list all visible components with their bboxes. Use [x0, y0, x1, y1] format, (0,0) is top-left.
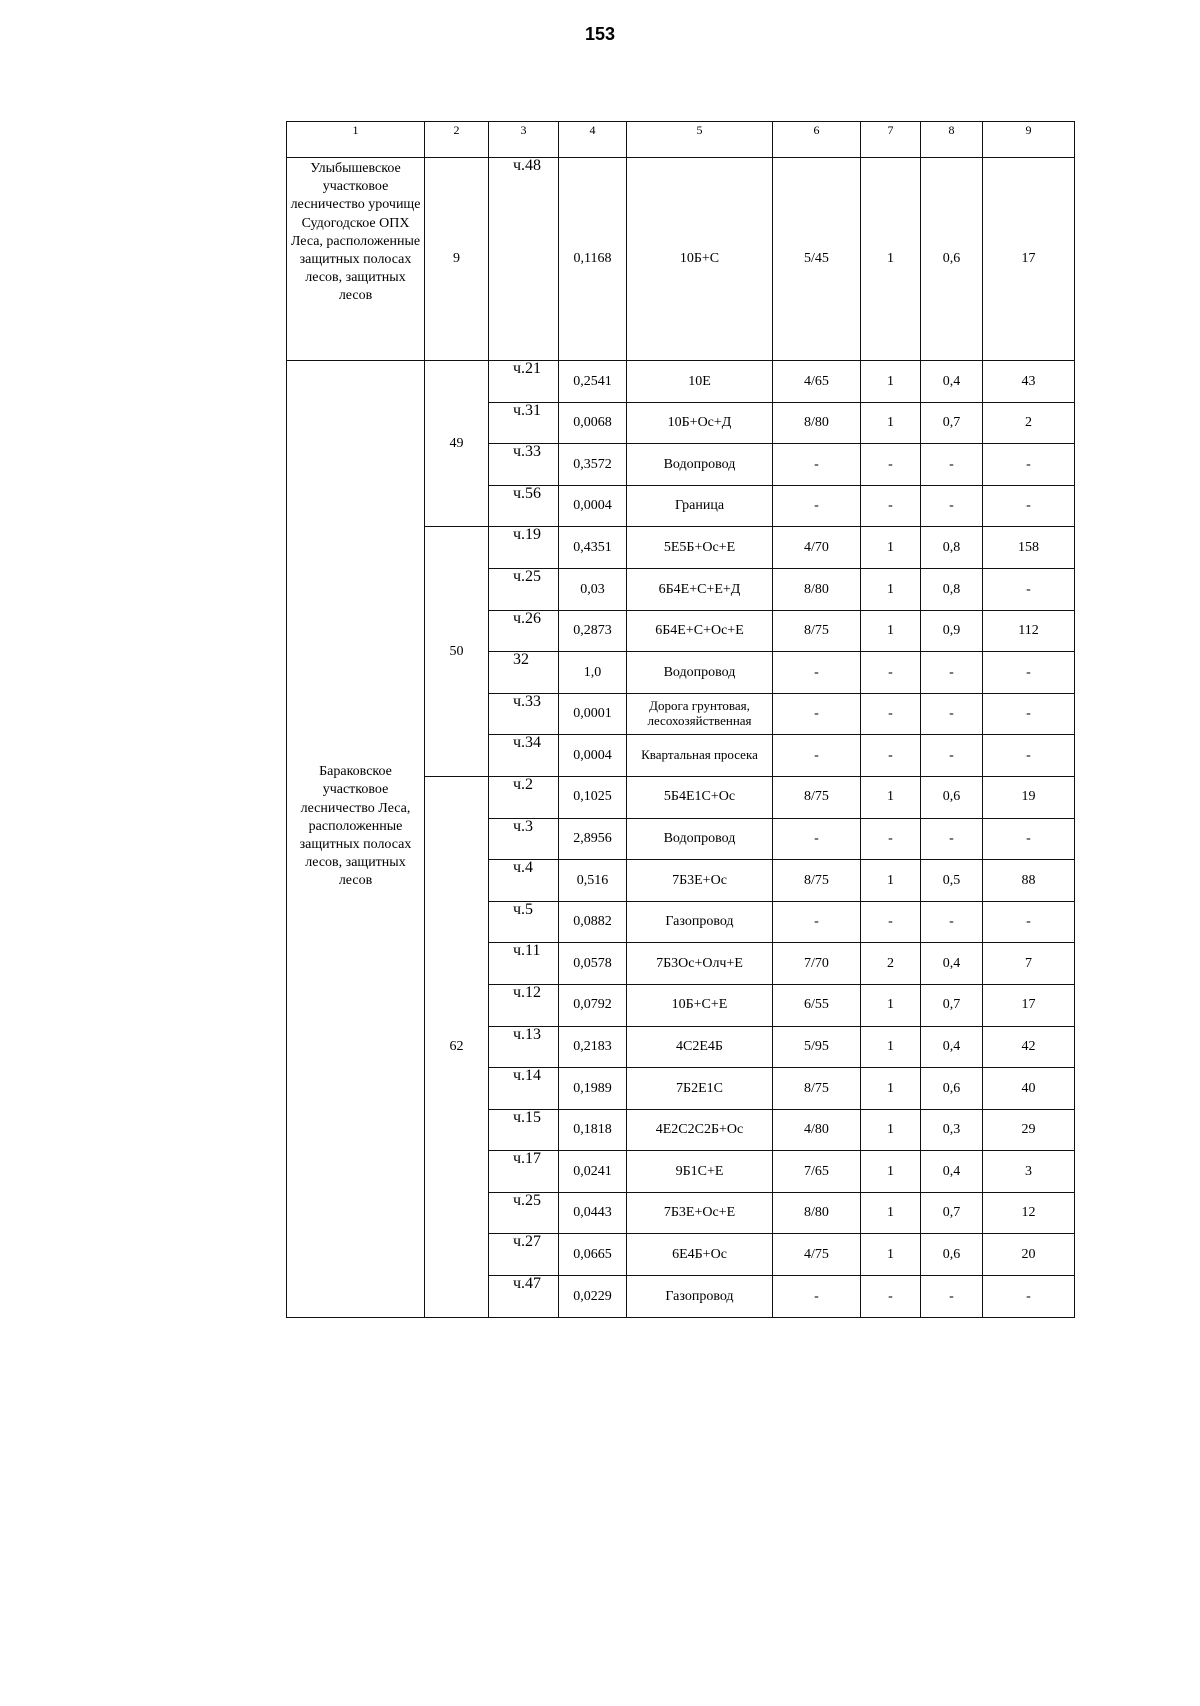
plot-number: [489, 1151, 559, 1193]
column-9-cell: -: [983, 735, 1075, 777]
area-cell: 0,1168: [559, 158, 627, 361]
class-age-cell: 8/75: [773, 860, 861, 902]
class-age-cell: 5/95: [773, 1026, 861, 1068]
forest-plots-table: [286, 121, 1075, 1318]
quarter-number: 50: [425, 527, 489, 777]
column-8-cell: -: [921, 901, 983, 943]
plot-label: ч.26: [513, 610, 542, 627]
district-name: Бараковское участковое лесничество Леса, расположенные защитных полосах лесов, защитных лесов: [287, 361, 425, 1318]
column-9-cell: -: [983, 901, 1075, 943]
area-cell: 0,0001: [559, 693, 627, 735]
plot-label: ч.14: [513, 1067, 542, 1085]
column-9-cell: 17: [983, 984, 1075, 1026]
plot-number: [489, 1026, 559, 1068]
column-9-cell: 43: [983, 361, 1075, 403]
column-7-cell: 1: [861, 361, 921, 403]
plot-number: [489, 818, 559, 860]
area-cell: 0,2541: [559, 361, 627, 403]
class-age-cell: -: [773, 444, 861, 486]
class-age-cell: 8/80: [773, 402, 861, 444]
quarter-number: 62: [425, 776, 489, 1317]
column-8-cell: -: [921, 652, 983, 694]
column-9-cell: 158: [983, 527, 1075, 569]
column-number: 6: [773, 122, 861, 158]
column-8-cell: 0,6: [921, 158, 983, 361]
column-9-cell: 112: [983, 610, 1075, 652]
class-age-cell: -: [773, 818, 861, 860]
area-cell: 0,1025: [559, 776, 627, 818]
class-age-cell: 8/75: [773, 1068, 861, 1110]
column-8-cell: -: [921, 818, 983, 860]
column-8-cell: 0,6: [921, 1234, 983, 1276]
column-8-cell: 0,3: [921, 1109, 983, 1151]
plot-number: [489, 610, 559, 652]
column-number: 8: [921, 122, 983, 158]
plot-number: [489, 568, 559, 610]
area-cell: 0,1818: [559, 1109, 627, 1151]
column-9-cell: 20: [983, 1234, 1075, 1276]
column-9-cell: 7: [983, 943, 1075, 985]
area-cell: 0,0068: [559, 402, 627, 444]
plot-label: ч.11: [513, 942, 541, 960]
plot-label: ч.12: [513, 984, 542, 1001]
class-age-cell: 6/55: [773, 984, 861, 1026]
area-cell: 0,0241: [559, 1151, 627, 1193]
plot-number: [489, 1234, 559, 1276]
column-9-cell: -: [983, 652, 1075, 694]
column-number: 1: [287, 122, 425, 158]
plot-number: [489, 1109, 559, 1151]
column-8-cell: 0,8: [921, 527, 983, 569]
plot-number: [489, 1192, 559, 1234]
composition-cell: 10Е: [627, 361, 773, 403]
plot-number: [489, 735, 559, 777]
plot-number: [489, 527, 559, 569]
composition-cell: Водопровод: [627, 652, 773, 694]
plot-number: [489, 984, 559, 1026]
column-8-cell: 0,4: [921, 1026, 983, 1068]
class-age-cell: 8/80: [773, 1192, 861, 1234]
column-number: 7: [861, 122, 921, 158]
column-7-cell: 1: [861, 1151, 921, 1193]
area-cell: 0,0792: [559, 984, 627, 1026]
composition-cell: 4С2Е4Б: [627, 1026, 773, 1068]
composition-cell: 7Б3Е+Ос: [627, 860, 773, 902]
composition-cell: 10Б+С: [627, 158, 773, 361]
plot-label: 32: [513, 651, 529, 669]
class-age-cell: 8/75: [773, 610, 861, 652]
column-8-cell: 0,7: [921, 402, 983, 444]
column-8-cell: 0,4: [921, 1151, 983, 1193]
plot-number: [489, 361, 559, 403]
column-8-cell: -: [921, 735, 983, 777]
plot-number: [489, 158, 559, 361]
column-7-cell: -: [861, 444, 921, 486]
class-age-cell: 4/65: [773, 361, 861, 403]
composition-cell: 6Е4Б+Ос: [627, 1234, 773, 1276]
composition-cell: 7Б2Е1С: [627, 1068, 773, 1110]
column-9-cell: 3: [983, 1151, 1075, 1193]
area-cell: 1,0: [559, 652, 627, 694]
plot-label: ч.19: [513, 526, 542, 544]
plot-label: ч.17: [513, 1150, 542, 1168]
column-8-cell: 0,6: [921, 776, 983, 818]
plot-label: ч.3: [513, 818, 534, 835]
column-7-cell: -: [861, 818, 921, 860]
column-7-cell: 1: [861, 1192, 921, 1234]
composition-cell: Граница: [627, 485, 773, 527]
column-8-cell: 0,7: [921, 1192, 983, 1234]
class-age-cell: 5/45: [773, 158, 861, 361]
plot-number: [489, 693, 559, 735]
plot-label: ч.34: [513, 734, 542, 752]
class-age-cell: 4/75: [773, 1234, 861, 1276]
plot-label: ч.5: [513, 901, 534, 918]
class-age-cell: 7/65: [773, 1151, 861, 1193]
column-7-cell: 1: [861, 860, 921, 902]
plot-number: [489, 860, 559, 902]
composition-cell: 4Е2С2С2Б+Ос: [627, 1109, 773, 1151]
composition-cell: 6Б4Е+С+Ос+Е: [627, 610, 773, 652]
composition-cell: 10Б+Ос+Д: [627, 402, 773, 444]
plot-label: ч.25: [513, 1192, 542, 1209]
class-age-cell: 7/70: [773, 943, 861, 985]
plot-label: ч.33: [513, 693, 542, 710]
column-number: 2: [425, 122, 489, 158]
column-7-cell: 1: [861, 527, 921, 569]
column-9-cell: -: [983, 485, 1075, 527]
area-cell: 0,2873: [559, 610, 627, 652]
area-cell: 0,0882: [559, 901, 627, 943]
plot-label: ч.15: [513, 1109, 542, 1126]
composition-cell: 9Б1С+Е: [627, 1151, 773, 1193]
class-age-cell: 8/80: [773, 568, 861, 610]
column-7-cell: -: [861, 735, 921, 777]
plot-label: ч.2: [513, 776, 534, 793]
column-9-cell: 88: [983, 860, 1075, 902]
plot-label: ч.56: [513, 485, 542, 502]
area-cell: 0,0004: [559, 485, 627, 527]
quarter-number: 49: [425, 361, 489, 527]
area-cell: 0,03: [559, 568, 627, 610]
area-cell: 0,0229: [559, 1276, 627, 1318]
composition-cell: 7Б3Е+Ос+Е: [627, 1192, 773, 1234]
column-number: 5: [627, 122, 773, 158]
plot-number: [489, 444, 559, 486]
page-number: 153: [584, 24, 616, 44]
area-cell: 0,2183: [559, 1026, 627, 1068]
composition-cell: Водопровод: [627, 818, 773, 860]
area-cell: 0,4351: [559, 527, 627, 569]
composition-cell: 7Б3Ос+Олч+Е: [627, 943, 773, 985]
plot-number: [489, 485, 559, 527]
plot-label: ч.27: [513, 1233, 542, 1251]
column-8-cell: 0,8: [921, 568, 983, 610]
column-8-cell: 0,5: [921, 860, 983, 902]
class-age-cell: -: [773, 1276, 861, 1318]
column-9-cell: -: [983, 1276, 1075, 1318]
column-9-cell: -: [983, 444, 1075, 486]
district-name: Улыбышевское участковое лесничество урочище Судогодское ОПХ Леса, расположенные защитных полосах лесов, защитных лесов: [287, 158, 425, 361]
column-9-cell: 12: [983, 1192, 1075, 1234]
column-8-cell: 0,4: [921, 943, 983, 985]
plot-number: [489, 943, 559, 985]
plot-number: [489, 901, 559, 943]
area-cell: 2,8956: [559, 818, 627, 860]
column-8-cell: -: [921, 444, 983, 486]
plot-label: ч.21: [513, 360, 542, 377]
composition-cell: 5Б4Е1С+Ос: [627, 776, 773, 818]
column-7-cell: 1: [861, 1234, 921, 1276]
quarter-number: 9: [425, 158, 489, 361]
column-8-cell: 0,9: [921, 610, 983, 652]
composition-cell: 10Б+С+Е: [627, 984, 773, 1026]
column-8-cell: 0,6: [921, 1068, 983, 1110]
column-7-cell: -: [861, 693, 921, 735]
area-cell: 0,516: [559, 860, 627, 902]
column-7-cell: 1: [861, 776, 921, 818]
column-7-cell: 1: [861, 402, 921, 444]
composition-cell: Дорога грунтовая, лесохозяйственная: [627, 693, 773, 735]
column-7-cell: -: [861, 901, 921, 943]
composition-cell: Газопровод: [627, 901, 773, 943]
column-7-cell: 1: [861, 984, 921, 1026]
plot-label: ч.33: [513, 443, 542, 461]
column-7-cell: 1: [861, 1068, 921, 1110]
plot-label: ч.47: [513, 1275, 542, 1293]
column-number-row: [287, 122, 1075, 158]
class-age-cell: -: [773, 485, 861, 527]
area-cell: 0,1989: [559, 1068, 627, 1110]
column-9-cell: 17: [983, 158, 1075, 361]
plot-label: ч.31: [513, 402, 542, 419]
class-age-cell: -: [773, 735, 861, 777]
column-number: 9: [983, 122, 1075, 158]
column-7-cell: 2: [861, 943, 921, 985]
composition-cell: Газопровод: [627, 1276, 773, 1318]
column-9-cell: -: [983, 818, 1075, 860]
column-9-cell: 19: [983, 776, 1075, 818]
column-9-cell: 40: [983, 1068, 1075, 1110]
plot-label: ч.25: [513, 568, 542, 585]
column-8-cell: 0,4: [921, 361, 983, 403]
class-age-cell: 8/75: [773, 776, 861, 818]
plot-label: ч.4: [513, 859, 534, 877]
plot-number: [489, 1276, 559, 1318]
composition-cell: 6Б4Е+С+Е+Д: [627, 568, 773, 610]
column-9-cell: 42: [983, 1026, 1075, 1068]
column-7-cell: 1: [861, 158, 921, 361]
composition-cell: Квартальная просека: [627, 735, 773, 777]
column-7-cell: 1: [861, 1026, 921, 1068]
class-age-cell: -: [773, 693, 861, 735]
plot-number: [489, 1068, 559, 1110]
column-number: 4: [559, 122, 627, 158]
column-7-cell: -: [861, 485, 921, 527]
column-8-cell: -: [921, 1276, 983, 1318]
area-cell: 0,3572: [559, 444, 627, 486]
plot-label: ч.13: [513, 1026, 542, 1043]
column-7-cell: -: [861, 652, 921, 694]
column-8-cell: -: [921, 485, 983, 527]
table-row: [287, 158, 1075, 361]
column-9-cell: -: [983, 568, 1075, 610]
column-8-cell: -: [921, 693, 983, 735]
composition-cell: Водопровод: [627, 444, 773, 486]
plot-label: ч.48: [513, 157, 542, 174]
column-9-cell: -: [983, 693, 1075, 735]
column-9-cell: 29: [983, 1109, 1075, 1151]
column-7-cell: -: [861, 1276, 921, 1318]
class-age-cell: 4/80: [773, 1109, 861, 1151]
column-8-cell: 0,7: [921, 984, 983, 1026]
class-age-cell: -: [773, 652, 861, 694]
plot-number: [489, 776, 559, 818]
area-cell: 0,0443: [559, 1192, 627, 1234]
column-number: 3: [489, 122, 559, 158]
column-9-cell: 2: [983, 402, 1075, 444]
column-7-cell: 1: [861, 568, 921, 610]
area-cell: 0,0665: [559, 1234, 627, 1276]
table-row: [287, 361, 1075, 403]
column-7-cell: 1: [861, 610, 921, 652]
composition-cell: 5Е5Б+Ос+Е: [627, 527, 773, 569]
class-age-cell: -: [773, 901, 861, 943]
area-cell: 0,0004: [559, 735, 627, 777]
area-cell: 0,0578: [559, 943, 627, 985]
plot-number: [489, 402, 559, 444]
class-age-cell: 4/70: [773, 527, 861, 569]
column-7-cell: 1: [861, 1109, 921, 1151]
plot-number: [489, 652, 559, 694]
